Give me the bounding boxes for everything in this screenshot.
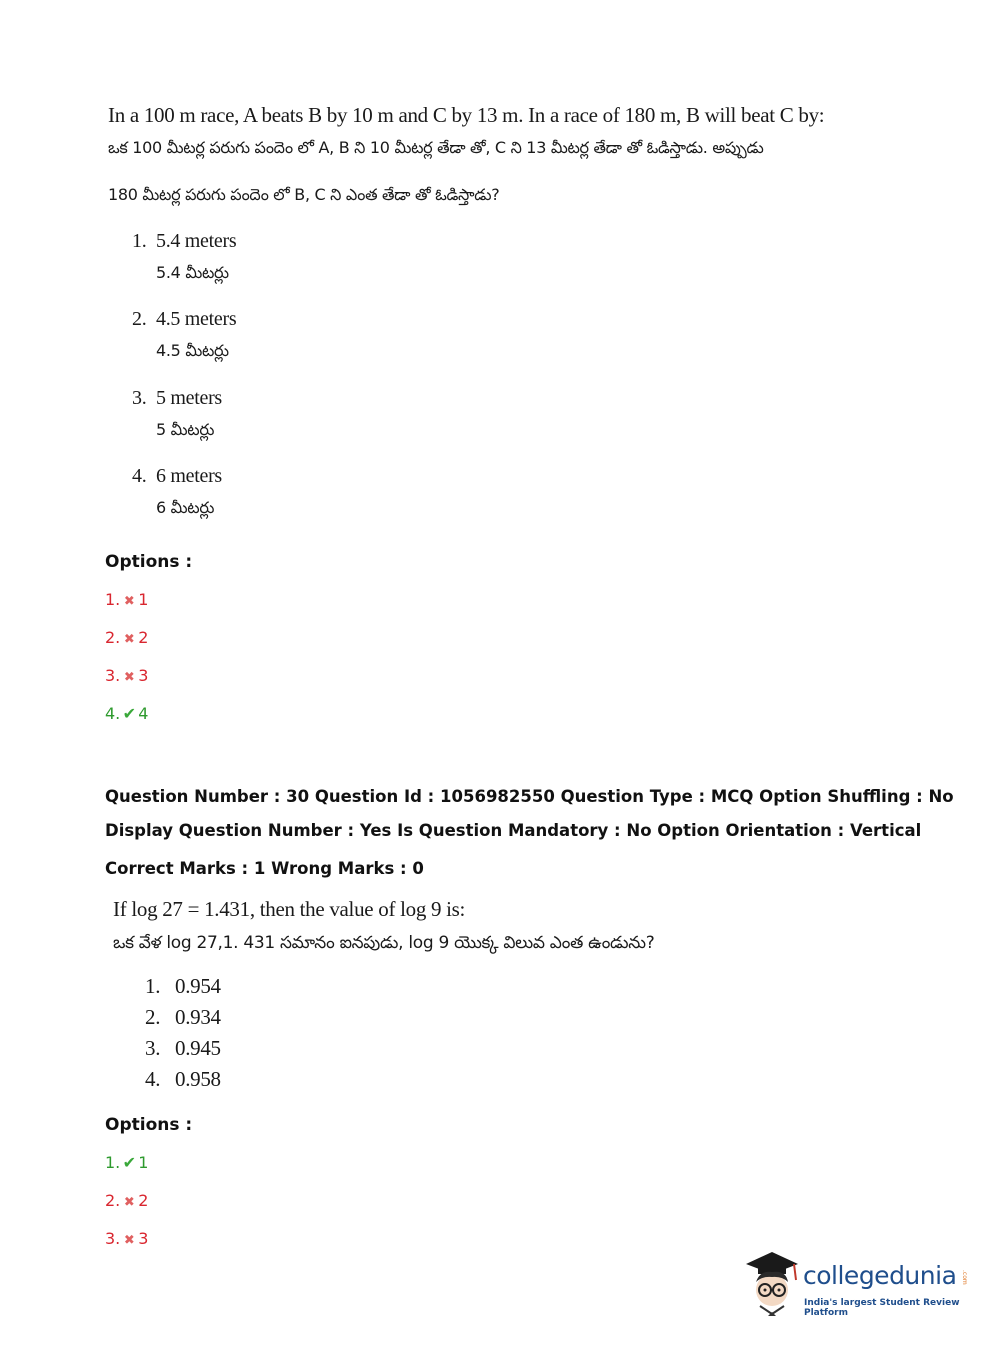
question-30-telugu: ఒక వేళ log 27,1. 431 సమానం ఐనపుడు, log 9 యొక్క విలువ ఎంత ఉండును? — [113, 933, 655, 953]
answer-number: 2. — [105, 1191, 121, 1210]
choice-english: 6 meters — [156, 465, 222, 487]
answer-option-3 — [105, 1229, 148, 1248]
answer-option-2 — [105, 628, 148, 647]
choice-number: 1. — [132, 230, 147, 252]
choice-number: 3. — [132, 387, 147, 409]
cross-icon: ✖ — [123, 1233, 135, 1248]
cross-icon: ✖ — [123, 1195, 135, 1210]
choice-value: 0.958 — [175, 1067, 221, 1091]
answer-option-1 — [105, 1153, 148, 1172]
question-meta-line1: Question Number : 30 Question Id : 1056982550 Question Type : MCQ Option Shuffling : No — [105, 787, 954, 806]
answer-option-2 — [105, 1191, 148, 1210]
logo-tagline: India's largest Student Review Platform — [804, 1298, 960, 1318]
choice-number: 4. — [132, 465, 147, 487]
choice-number: 3. — [145, 1036, 161, 1060]
check-icon: ✔ — [122, 1153, 136, 1172]
choice-telugu: 5 మీటర్లు — [156, 420, 215, 439]
choice-number: 4. — [145, 1067, 161, 1091]
choice-number: 2. — [145, 1005, 161, 1029]
choice-value: 0.945 — [175, 1036, 221, 1060]
cross-icon: ✖ — [123, 632, 135, 647]
q30-choice-3 — [145, 1033, 221, 1064]
choice-number: 2. — [132, 308, 147, 330]
answer-number: 1. — [105, 590, 121, 609]
answer-number: 1. — [105, 1153, 121, 1172]
question-meta-line2: Display Question Number : Yes Is Question Mandatory : No Option Orientation : Vertical — [105, 821, 922, 840]
choice-number: 1. — [145, 974, 161, 998]
choice-telugu: 5.4 మీటర్లు — [156, 263, 229, 282]
answer-option-3 — [105, 666, 148, 685]
q29-choice-2 — [132, 304, 236, 366]
q29-choice-4 — [132, 461, 222, 523]
question-29-telugu-line1: ఒక 100 మీటర్ల పరుగు పందెం లో A, B ని 10 మీటర్ల తేడా తో, C ని 13 మీటర్ల తేడా తో ఓడిస్తాడు. అప్పుడు — [108, 138, 764, 157]
choice-english: 5.4 meters — [156, 230, 237, 252]
choice-telugu: 6 మీటర్లు — [156, 498, 215, 517]
options-label: Options : — [105, 552, 193, 572]
answer-number: 2. — [105, 628, 121, 647]
choice-english: 4.5 meters — [156, 308, 237, 330]
answer-value: 1 — [138, 1153, 149, 1172]
answer-number: 3. — [105, 666, 121, 685]
choice-value: 0.954 — [175, 974, 221, 998]
question-30-text — [113, 893, 913, 959]
answer-value: 3 — [138, 1229, 149, 1248]
answer-option-4 — [105, 704, 148, 723]
q30-choice-1 — [145, 971, 221, 1002]
cross-icon: ✖ — [123, 594, 135, 609]
question-29-english: In a 100 m race, A beats B by 10 m and C by 13 m. In a race of 180 m, B will beat C by: — [108, 103, 825, 127]
answer-option-1 — [105, 590, 148, 609]
options-label: Options : — [105, 1115, 193, 1135]
answer-number: 4. — [105, 704, 121, 723]
answer-value: 4 — [138, 704, 149, 723]
choice-telugu: 4.5 మీటర్లు — [156, 341, 229, 360]
question-29-telugu-line2: 180 మీటర్ల పరుగు పందెం లో B, C ని ఎంత తేడా తో ఓడిస్తాడు? — [108, 185, 500, 204]
answer-number: 3. — [105, 1229, 121, 1248]
question-meta-line3: Correct Marks : 1 Wrong Marks : 0 — [105, 859, 424, 878]
answer-value: 1 — [138, 590, 149, 609]
q29-choice-1 — [132, 226, 236, 288]
logo-com-label: .com — [961, 1270, 968, 1285]
cross-icon: ✖ — [123, 670, 135, 685]
choice-english: 5 meters — [156, 387, 222, 409]
q30-choice-4 — [145, 1064, 221, 1095]
check-icon: ✔ — [122, 704, 136, 723]
q30-choice-2 — [145, 1002, 221, 1033]
q29-choice-3 — [132, 383, 222, 445]
answer-value: 3 — [138, 666, 149, 685]
logo-wordmark: collegedunia — [803, 1261, 957, 1290]
collegedunia-logo-mascot-icon — [742, 1250, 802, 1320]
question-29-text — [108, 100, 908, 210]
answer-value: 2 — [138, 1191, 149, 1210]
choice-value: 0.934 — [175, 1005, 221, 1029]
question-30-english: If log 27 = 1.431, then the value of log 9 is: — [113, 897, 466, 921]
answer-value: 2 — [138, 628, 149, 647]
